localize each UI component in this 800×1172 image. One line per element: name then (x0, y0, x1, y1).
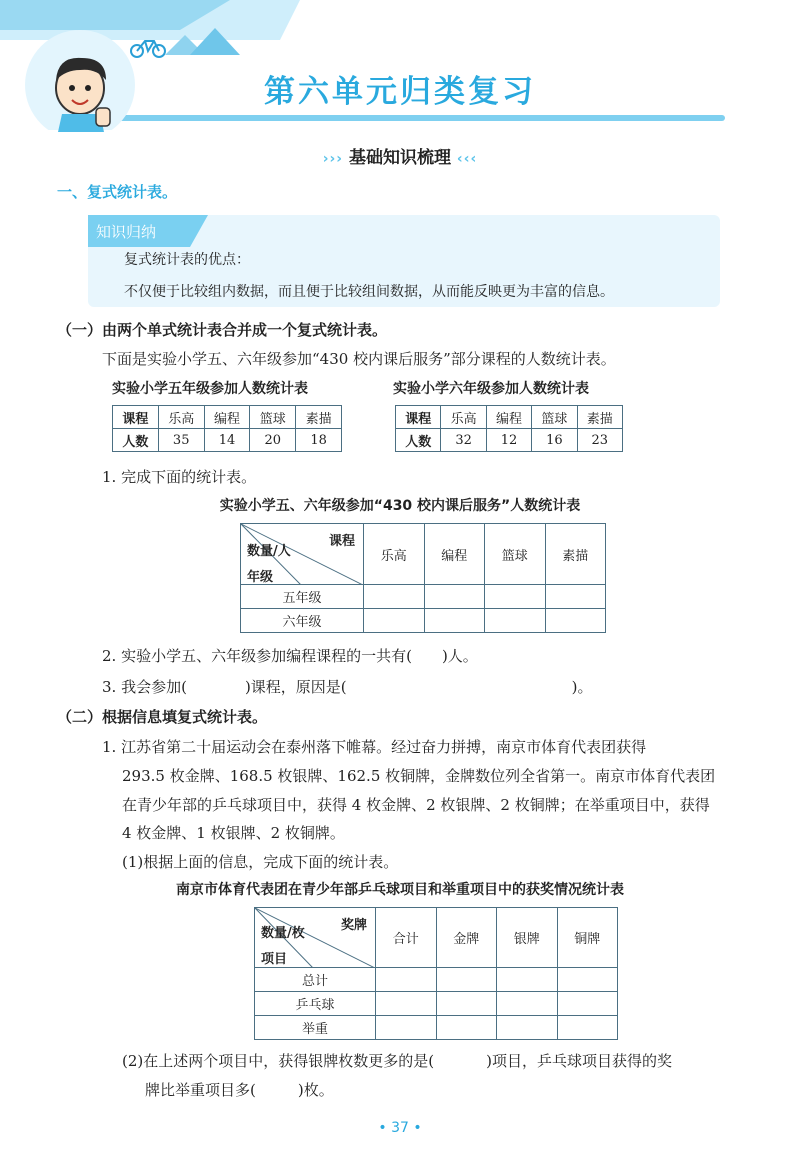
table6-value: 23 (577, 429, 622, 452)
question-3-text-b: )课程，原因是( (244, 678, 347, 696)
table6-count-label: 人数 (396, 429, 441, 452)
table5-course-label: 课程 (113, 406, 159, 429)
sub2-question-2 (122, 1050, 672, 1071)
blank-cell[interactable] (376, 1016, 437, 1040)
page-title: 第六单元归类复习 (264, 74, 536, 110)
section-title-text: 基础知识梳理 (349, 148, 451, 168)
sub2-heading: （二）根据信息填复式统计表。 (57, 708, 268, 726)
combined-corner-bottom: 年级 (247, 570, 274, 585)
part1-heading: 一、复式统计表。 (57, 183, 178, 201)
medal-header: 合计 (376, 908, 437, 968)
sub2-question-2-cont (145, 1079, 334, 1100)
sub2-para-2: 293.5 枚金牌、168.5 枚银牌、162.5 枚铜牌，金牌数位列全省第一。南京市体育代表团 (122, 767, 716, 785)
medal-table-title: 南京市体育代表团在青少年部乒乓球项目和举重项目中的获奖情况统计表 (176, 882, 624, 898)
combined-corner-mid: 数量/人 (247, 544, 291, 559)
combined-corner-top: 课程 (328, 534, 355, 549)
section-right-arrows: ‹‹‹ (456, 151, 478, 167)
blank-cell[interactable] (485, 585, 546, 609)
sub2-question-2-text-c: 牌比举重项目多( (145, 1081, 256, 1099)
medal-table (254, 907, 618, 1040)
table6-value: 32 (441, 429, 486, 452)
question-3-text-c: )。 (571, 678, 593, 696)
table6-course: 篮球 (532, 406, 577, 429)
sub2-para-1: 1. 江苏省第二十届运动会在泰州落下帷幕。经过奋力拼搏，南京市体育代表团获得 (102, 738, 647, 756)
table6-course-label: 课程 (396, 406, 441, 429)
table6-value: 12 (486, 429, 531, 452)
combined-table (240, 523, 606, 633)
medal-row-label: 举重 (255, 1016, 376, 1040)
blank-cell[interactable] (497, 992, 558, 1016)
sub2-para-3: 在青少年部的乒乓球项目中，获得 4 枚金牌、2 枚银牌、2 枚铜牌；在举重项目中，获得 (122, 796, 710, 814)
blank-cell[interactable] (364, 609, 425, 633)
combined-header: 乐高 (364, 524, 425, 585)
blank-cell[interactable] (364, 585, 425, 609)
combined-corner-cell (241, 524, 364, 585)
combined-header: 篮球 (485, 524, 546, 585)
blank-cell[interactable] (485, 609, 546, 633)
table5-title: 实验小学五年级参加人数统计表 (112, 381, 308, 397)
medal-header: 金牌 (436, 908, 497, 968)
table6-title: 实验小学六年级参加人数统计表 (393, 381, 589, 397)
sub2-question-2-text-a: (2)在上述两个项目中，获得银牌枚数更多的是( (122, 1052, 435, 1070)
blank-cell[interactable] (557, 1016, 618, 1040)
table5-value: 14 (204, 429, 250, 452)
table6-value: 16 (532, 429, 577, 452)
blank-cell[interactable] (497, 1016, 558, 1040)
blank-cell[interactable] (545, 609, 606, 633)
blank-cell[interactable] (557, 968, 618, 992)
table5-course: 素描 (296, 406, 342, 429)
combined-header: 编程 (424, 524, 485, 585)
combined-row-label: 六年级 (241, 609, 364, 633)
sub2-question-2-text-d: )枚。 (297, 1081, 334, 1099)
table5-value: 20 (250, 429, 296, 452)
table6-course: 素描 (577, 406, 622, 429)
sub2-question-2-text-b: )项目，乒乓球项目获得的奖 (486, 1052, 672, 1070)
question-2 (102, 645, 478, 666)
table5-course: 编程 (204, 406, 250, 429)
question-2-text-a: 2. 实验小学五、六年级参加编程课程的一共有( (102, 647, 412, 665)
sub1-heading: （一）由两个单式统计表合并成一个复式统计表。 (57, 321, 388, 339)
combined-header: 素描 (545, 524, 606, 585)
question-1: 1. 完成下面的统计表。 (102, 468, 257, 486)
knowledge-tag: 知识归纳 (96, 223, 157, 241)
question-3 (102, 676, 593, 697)
blank-cell[interactable] (497, 968, 558, 992)
blank-cell[interactable] (424, 585, 485, 609)
table5-count-label: 人数 (113, 429, 159, 452)
table5 (112, 405, 342, 452)
medal-row-label: 总计 (255, 968, 376, 992)
table6-course: 乐高 (441, 406, 486, 429)
section-title (0, 143, 800, 168)
knowledge-line-2: 不仅便于比较组内数据，而且便于比较组间数据，从而能反映更为丰富的信息。 (124, 284, 614, 300)
medal-header: 铜牌 (557, 908, 618, 968)
question-3-text-a: 3. 我会参加( (102, 678, 187, 696)
medal-header: 银牌 (497, 908, 558, 968)
combined-table-title: 实验小学五、六年级参加“430 校内课后服务”人数统计表 (219, 498, 581, 514)
blank-cell[interactable] (436, 1016, 497, 1040)
medal-corner-cell (255, 908, 376, 968)
blank-cell[interactable] (545, 585, 606, 609)
table5-course: 篮球 (250, 406, 296, 429)
knowledge-line-1: 复式统计表的优点： (124, 252, 250, 268)
medal-corner-bottom: 项目 (261, 952, 288, 967)
blank-cell[interactable] (376, 968, 437, 992)
medal-row-label: 乒乓球 (255, 992, 376, 1016)
sub2-para-4: 4 枚金牌、1 枚银牌、2 枚铜牌。 (122, 824, 345, 842)
blank-cell[interactable] (436, 992, 497, 1016)
table6 (395, 405, 623, 452)
table5-course: 乐高 (158, 406, 204, 429)
medal-corner-mid: 数量/枚 (261, 926, 305, 941)
table5-value: 35 (158, 429, 204, 452)
blank-cell[interactable] (436, 968, 497, 992)
combined-row-label: 五年级 (241, 585, 364, 609)
blank-cell[interactable] (376, 992, 437, 1016)
sub1-intro: 下面是实验小学五、六年级参加“430 校内课后服务”部分课程的人数统计表。 (102, 350, 616, 368)
question-2-text-b: )人。 (441, 647, 478, 665)
page-number: • 37 • (378, 1120, 422, 1136)
bicycle-icon (130, 36, 166, 58)
table5-value: 18 (296, 429, 342, 452)
table6-course: 编程 (486, 406, 531, 429)
blank-cell[interactable] (557, 992, 618, 1016)
sub2-question-1: (1)根据上面的信息，完成下面的统计表。 (122, 853, 399, 871)
section-left-arrows: ››› (322, 151, 344, 167)
medal-corner-top: 奖牌 (340, 918, 367, 933)
blank-cell[interactable] (424, 609, 485, 633)
